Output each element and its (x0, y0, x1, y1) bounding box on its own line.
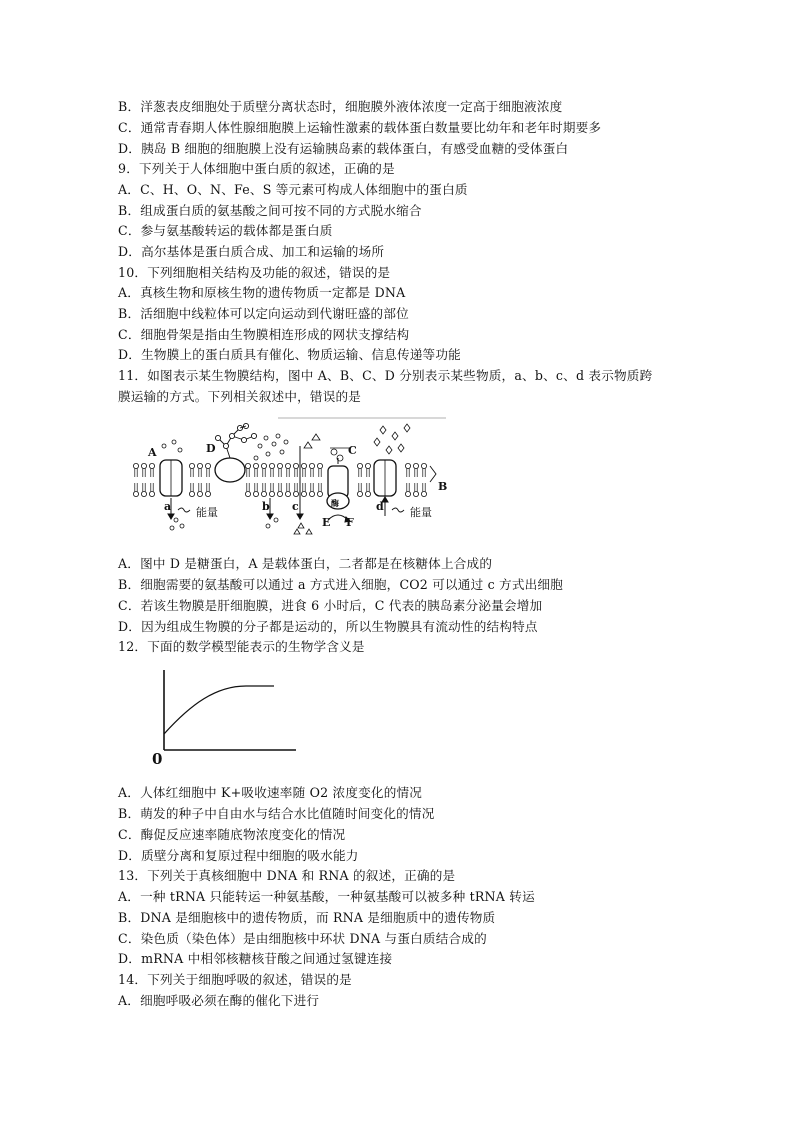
q11-option-d: D．因为组成生物膜的分子都是运动的，所以生物膜具有流动性的结构特点 (118, 619, 538, 634)
label-e: E (322, 516, 331, 529)
label-c: C (348, 444, 357, 457)
q9-option-d: D．高尔基体是蛋白质合成、加工和运输的场所 (118, 244, 385, 259)
saturation-curve-graph (146, 664, 306, 774)
label-lower-c: c (292, 500, 299, 513)
q10-option-b: B．活细胞中线粒体可以定向运动到代谢旺盛的部位 (118, 306, 409, 321)
membrane-diagram (128, 416, 458, 546)
sugar-chain (215, 423, 256, 458)
q8-option-b: B．洋葱表皮细胞处于质壁分离状态时，细胞膜外液体浓度一定高于细胞液浓度 (118, 99, 563, 114)
q11-option-a: A．图中 D 是糖蛋白，A 是载体蛋白，二者都是在核糖体上合成的 (118, 556, 493, 571)
label-b: B (438, 480, 448, 493)
q10-option-d: D．生物膜上的蛋白质具有催化、物质运输、信息传递等功能 (118, 347, 461, 362)
q11-stem-cont: 膜运输的方式。下列相关叙述中，错误的是 (118, 389, 362, 404)
q13-option-b: B．DNA 是细胞核中的遗传物质，而 RNA 是细胞质中的遗传物质 (118, 910, 496, 925)
q13-stem: 13．下列关于真核细胞中 DNA 和 RNA 的叙述，正确的是 (118, 868, 456, 883)
q9-stem: 9．下列关于人体细胞中蛋白质的叙述，正确的是 (118, 161, 395, 176)
q12-option-a: A．人体红细胞中 K+吸收速率随 O2 浓度变化的情况 (118, 785, 423, 800)
glycoprotein-d (215, 458, 245, 482)
q13-option-a: A．一种 tRNA 只能转运一种氨基酸，一种氨基酸可以被多种 tRNA 转运 (118, 889, 535, 904)
label-energy-left: 能量 (196, 506, 218, 519)
label-lower-d: d (376, 500, 384, 513)
q12-option-b: B．萌发的种子中自由水与结合水比值随时间变化的情况 (118, 806, 435, 821)
label-d: D (206, 442, 216, 455)
saturation-curve (164, 686, 274, 734)
q14-stem: 14．下列关于细胞呼吸的叙述，错误的是 (118, 972, 352, 987)
q9-option-c: C．参与氨基酸转运的载体都是蛋白质 (118, 223, 333, 238)
q10-option-a: A．真核生物和原核生物的遗传物质一定都是 DNA (118, 285, 406, 300)
q11-option-c: C．若该生物膜是肝细胞膜，进食 6 小时后，C 代表的胰岛素分泌量会增加 (118, 598, 543, 613)
inside-molecules (170, 518, 312, 534)
q14-option-a: A．细胞呼吸必须在酶的催化下进行 (118, 993, 320, 1008)
membrane-bracket (430, 466, 436, 482)
outside-molecules (162, 424, 410, 461)
q12-option-d: D．质壁分离和复原过程中细胞的吸水能力 (118, 848, 359, 863)
q8-option-d: D．胰岛 B 细胞的细胞膜上没有运输胰岛素的载体蛋白，有感受血糖的受体蛋白 (118, 141, 569, 156)
q10-stem: 10．下列细胞相关结构及功能的叙述，错误的是 (118, 265, 391, 280)
q13-option-c: C．染色质（染色体）是由细胞核中环状 DNA 与蛋白质结合成的 (118, 931, 487, 946)
label-enzyme: 酶 (331, 498, 339, 508)
q9-option-a: A．C、H、O、N、Fe、S 等元素可构成人体细胞中的蛋白质 (118, 182, 468, 197)
energy-squiggle-left (178, 508, 190, 512)
label-lower-a: a (164, 500, 172, 513)
q13-option-d: D．mRNA 中相邻核糖核苷酸之间通过氢键连接 (118, 951, 393, 966)
q11-stem: 11．如图表示某生物膜结构，图中 A、B、C、D 分别表示某些物质，a、b、c、d 表示物质跨 (118, 368, 653, 383)
label-energy-right: 能量 (410, 506, 432, 519)
label-a: A (148, 446, 157, 459)
q8-option-c: C．通常青春期人体性腺细胞膜上运输性激素的载体蛋白数量要比幼年和老年时期要多 (118, 120, 602, 135)
q11-option-b: B．细胞需要的氨基酸可以通过 a 方式进入细胞，CO2 可以通过 c 方式出细胞 (118, 577, 564, 592)
q12-stem: 12．下面的数学模型能表示的生物学含义是 (118, 639, 365, 654)
label-f: F (346, 516, 354, 529)
label-lower-b: b (262, 500, 270, 513)
q9-option-b: B．组成蛋白质的氨基酸之间可按不同的方式脱水缩合 (118, 203, 422, 218)
q12-option-c: C．酶促反应速率随底物浓度变化的情况 (118, 827, 346, 842)
energy-squiggle-right (392, 508, 404, 512)
q10-option-c: C．细胞骨架是指由生物膜相连形成的网状支撑结构 (118, 327, 410, 342)
origin-label: 0 (152, 750, 163, 768)
